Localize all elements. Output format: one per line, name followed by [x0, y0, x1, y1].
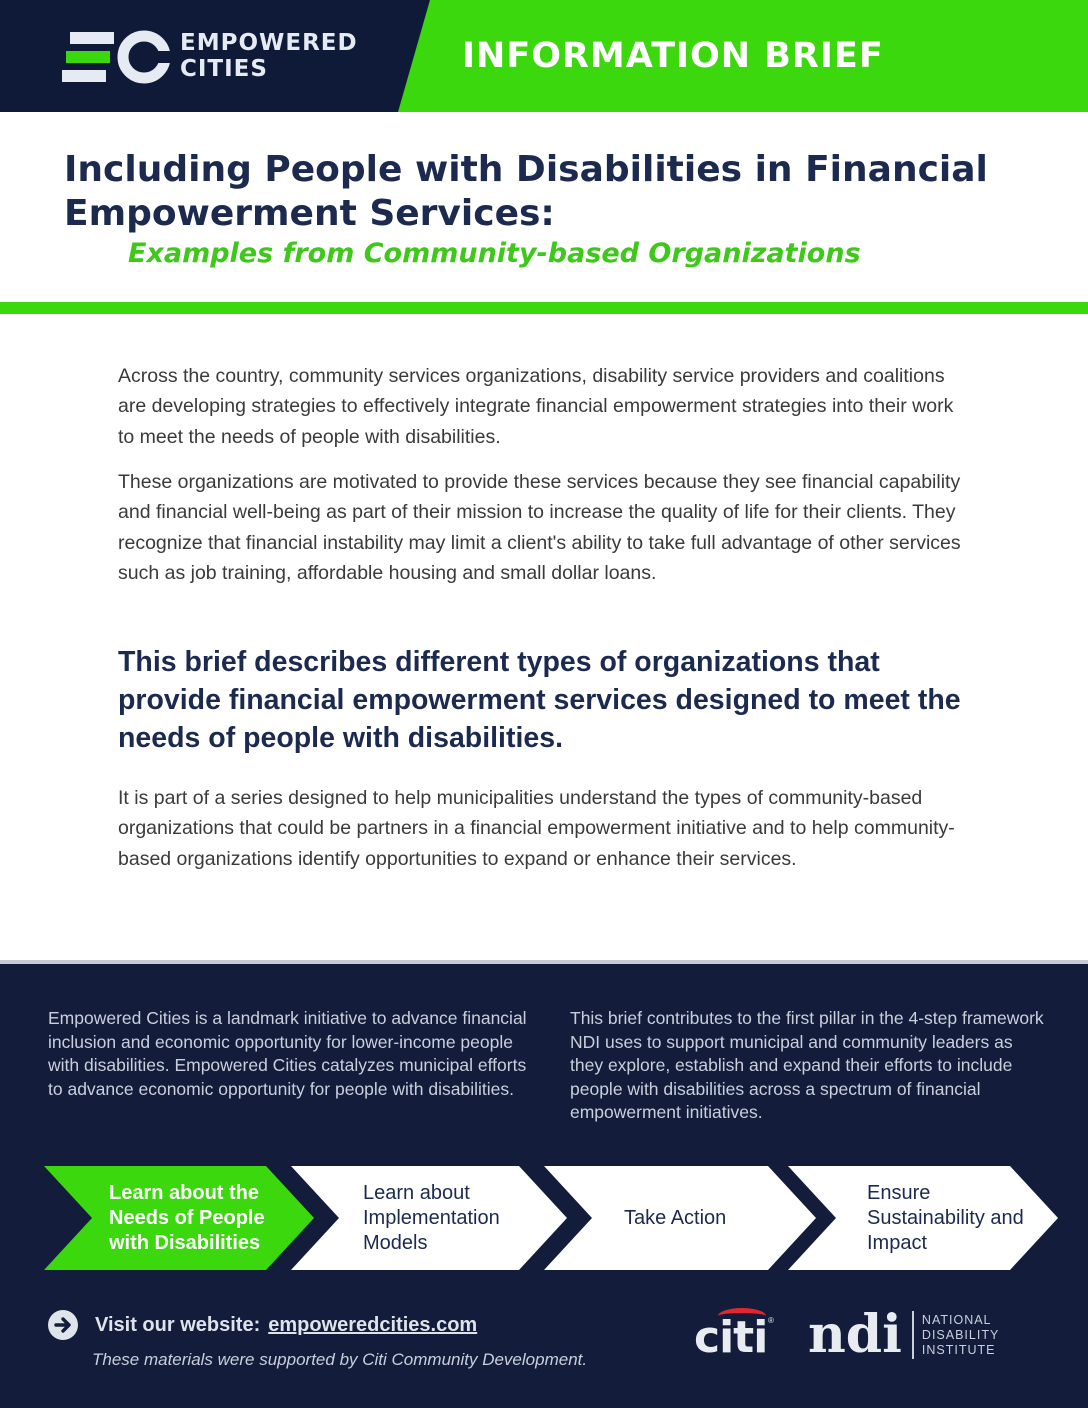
logo-wordmark [180, 30, 358, 82]
logo-line2: CITIES [180, 56, 268, 82]
ndi-name-line1: NATIONAL [921, 1312, 992, 1327]
ndi-full-name [922, 1313, 999, 1358]
step-2-label: Learn about Implementation Models [363, 1181, 500, 1254]
step-2 [291, 1166, 567, 1270]
step-3 [544, 1166, 816, 1270]
step-1-label: Learn about the Needs of People with Disabilities [109, 1181, 265, 1254]
ndi-name-line3: INSTITUTE [921, 1342, 996, 1357]
page-subtitle: Examples from Community-based Organizations [128, 238, 861, 269]
support-note: These materials were supported by Citi Community Development. [92, 1350, 588, 1369]
arrow-right-circle-icon [48, 1310, 78, 1340]
framework-steps [44, 1166, 1064, 1270]
footer-framework-text: This brief contributes to the first pillar in the 4-step framework NDI uses to support municipal and community leaders as they explore, establish and expand their efforts to include people with disabilities across a spectrum of financial empowerment initiatives. [570, 1008, 1044, 1122]
callout-statement: This brief describes different types of organizations that provide financial empowerment services designed to meet the needs of people with disabilities. [118, 646, 961, 754]
document-type-label: INFORMATION BRIEF [462, 36, 884, 76]
citi-wordmark: citi [694, 1312, 768, 1363]
intro-paragraph: Across the country, community services organizations, disability service providers and coalitions are developing strategies to effectively integrate financial empowerment strategies into their work to meet the needs of people with disabilities. [118, 365, 954, 448]
title-line2: Empowerment Services: [64, 193, 555, 234]
green-divider [0, 302, 1088, 314]
page-title [64, 148, 1024, 236]
citi-logo [694, 1308, 778, 1363]
ndi-name-line2: DISABILITY [921, 1327, 1000, 1342]
step-4-label: Ensure Sustainability and Impact [867, 1181, 1024, 1254]
footer-about-text: Empowered Cities is a landmark initiative to advance financial inclusion and economic opportunity for lower-income people with disabilities. Empowered Cities catalyzes municipal efforts to advance economic opportunity for people with disabilities. [48, 1008, 527, 1099]
logo-line1: EMPOWERED [180, 30, 358, 56]
empowered-cities-logo [62, 30, 382, 86]
title-line1: Including People with Disabilities in Financial [64, 149, 988, 190]
series-paragraph: It is part of a series designed to help municipalities understand the types of community-based organizations that could be partners in a financial empowerment initiative and to help community-based organizations identify opportunities to expand or enhance their services. [118, 787, 955, 870]
motivation-paragraph: These organizations are motivated to provide these services because they see financial capability and financial well-being as part of their mission to increase the quality of life for their clients. They recognize that financial instability may limit a client's ability to take full advantage of other services such as job training, affordable housing and small dollar loans. [118, 471, 961, 585]
ec-logo-icon [62, 30, 172, 84]
ndi-logo [808, 1306, 999, 1364]
website-callout [48, 1310, 477, 1340]
ndi-wordmark: ndi [808, 1304, 902, 1365]
website-link[interactable]: empoweredcities.com [268, 1313, 478, 1336]
step-4 [788, 1166, 1058, 1270]
ndi-divider [912, 1311, 914, 1359]
step-3-label: Take Action [624, 1206, 727, 1229]
registered-mark: ® [768, 1316, 774, 1325]
visit-label: Visit our website: [95, 1313, 261, 1336]
step-1 [44, 1166, 314, 1270]
